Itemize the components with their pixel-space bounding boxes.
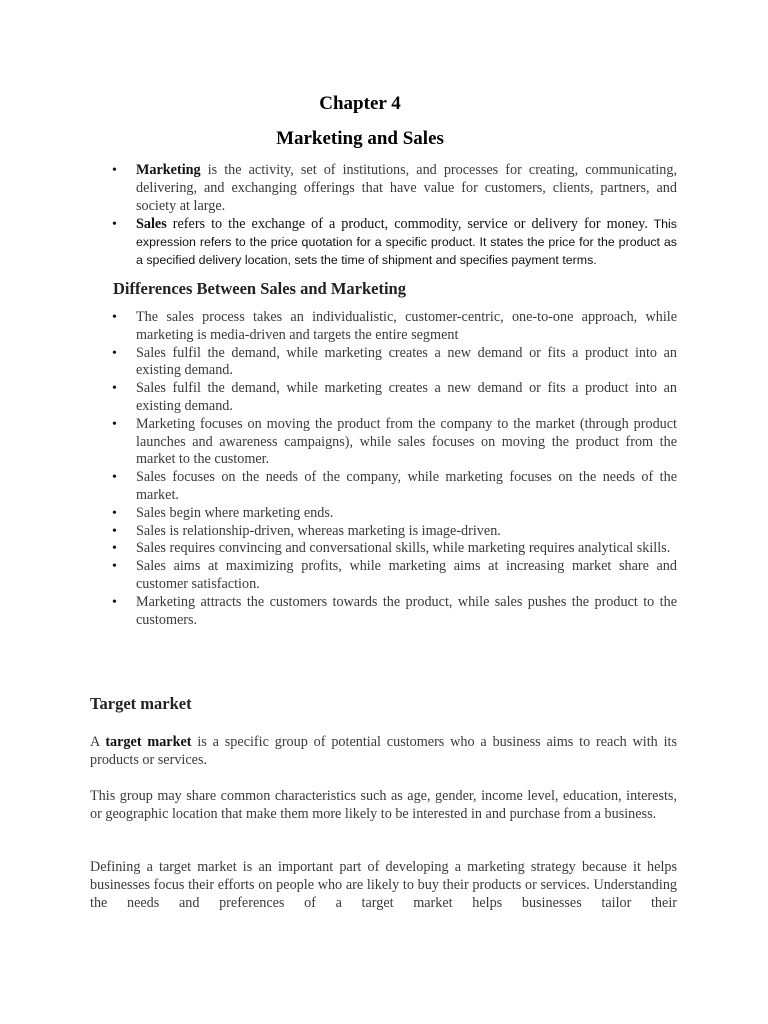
definitions-list [112, 162, 677, 270]
chapter-title: Marketing and Sales [276, 128, 444, 149]
list-item: • The sales process takes an individualistic, customer-centric, one-to-one approach, while marketing is media-driven and targets the entire segment [112, 309, 677, 345]
section-heading-differences: Differences Between Sales and Marketing [113, 279, 406, 298]
list-item: • Sales aims at maximizing profits, while marketing aims at increasing market share and customer satisfaction. [112, 558, 677, 594]
definition-text: refers to the exchange of a product, commodity, service or delivery for money. [166, 216, 648, 233]
differences-list [112, 309, 677, 629]
list-item: • Marketing attracts the customers towards the product, while sales pushes the product to the customers. [112, 594, 677, 630]
term-sales: Sales [136, 216, 167, 233]
list-item: • Marketing focuses on moving the product from the company to the market (through product launches and awareness campaigns), while sales focuses on moving the product from the market to the customer. [112, 416, 677, 469]
paragraph-text: is a specific group of potential customers who a business aims to reach with its products or services. [90, 734, 678, 768]
list-item: • Sales requires convincing and conversational skills, while marketing requires analytical skills. [112, 540, 677, 558]
definition-text: is the activity, set of institutions, and processes for creating, communicating, delivering, and exchanging offerings that have value for customers, clients, partners, and society at large. [136, 162, 677, 214]
paragraph-text: A [90, 734, 106, 750]
section-heading-target-market: Target market [90, 694, 192, 713]
list-item: • Sales fulfil the demand, while marketing creates a new demand or fits a product into an existing demand. [112, 345, 677, 381]
paragraph [90, 733, 677, 769]
term-marketing: Marketing [136, 162, 201, 178]
list-item: • Sales focuses on the needs of the company, while marketing focuses on the needs of the market. [112, 469, 677, 505]
list-item: • Sales fulfil the demand, while marketing creates a new demand or fits a product into an existing demand. [112, 380, 677, 416]
list-item [112, 216, 677, 269]
paragraph: This group may share common characteristics such as age, gender, income level, education, interests, or geographic location that make them more likely to be interested in and purchase from a business. [90, 788, 677, 822]
definition-extra-text: This expression refers to the price quotation for a specific product. It states the price for the product as a specified delivery location, sets the time of shipment and specifies payment terms. [136, 217, 677, 267]
list-item [112, 162, 677, 215]
term-target-market: target market [105, 734, 192, 750]
list-item: • Sales begin where marketing ends. [112, 505, 677, 523]
paragraph: Defining a target market is an important part of developing a marketing strategy because it helps businesses focus their efforts on people who are likely to buy their products or services. Understanding the needs and preferences of a target market helps businesses tailor their [90, 859, 677, 911]
list-item: • Sales is relationship-driven, whereas marketing is image-driven. [112, 523, 677, 541]
chapter-number: Chapter 4 [319, 93, 401, 114]
